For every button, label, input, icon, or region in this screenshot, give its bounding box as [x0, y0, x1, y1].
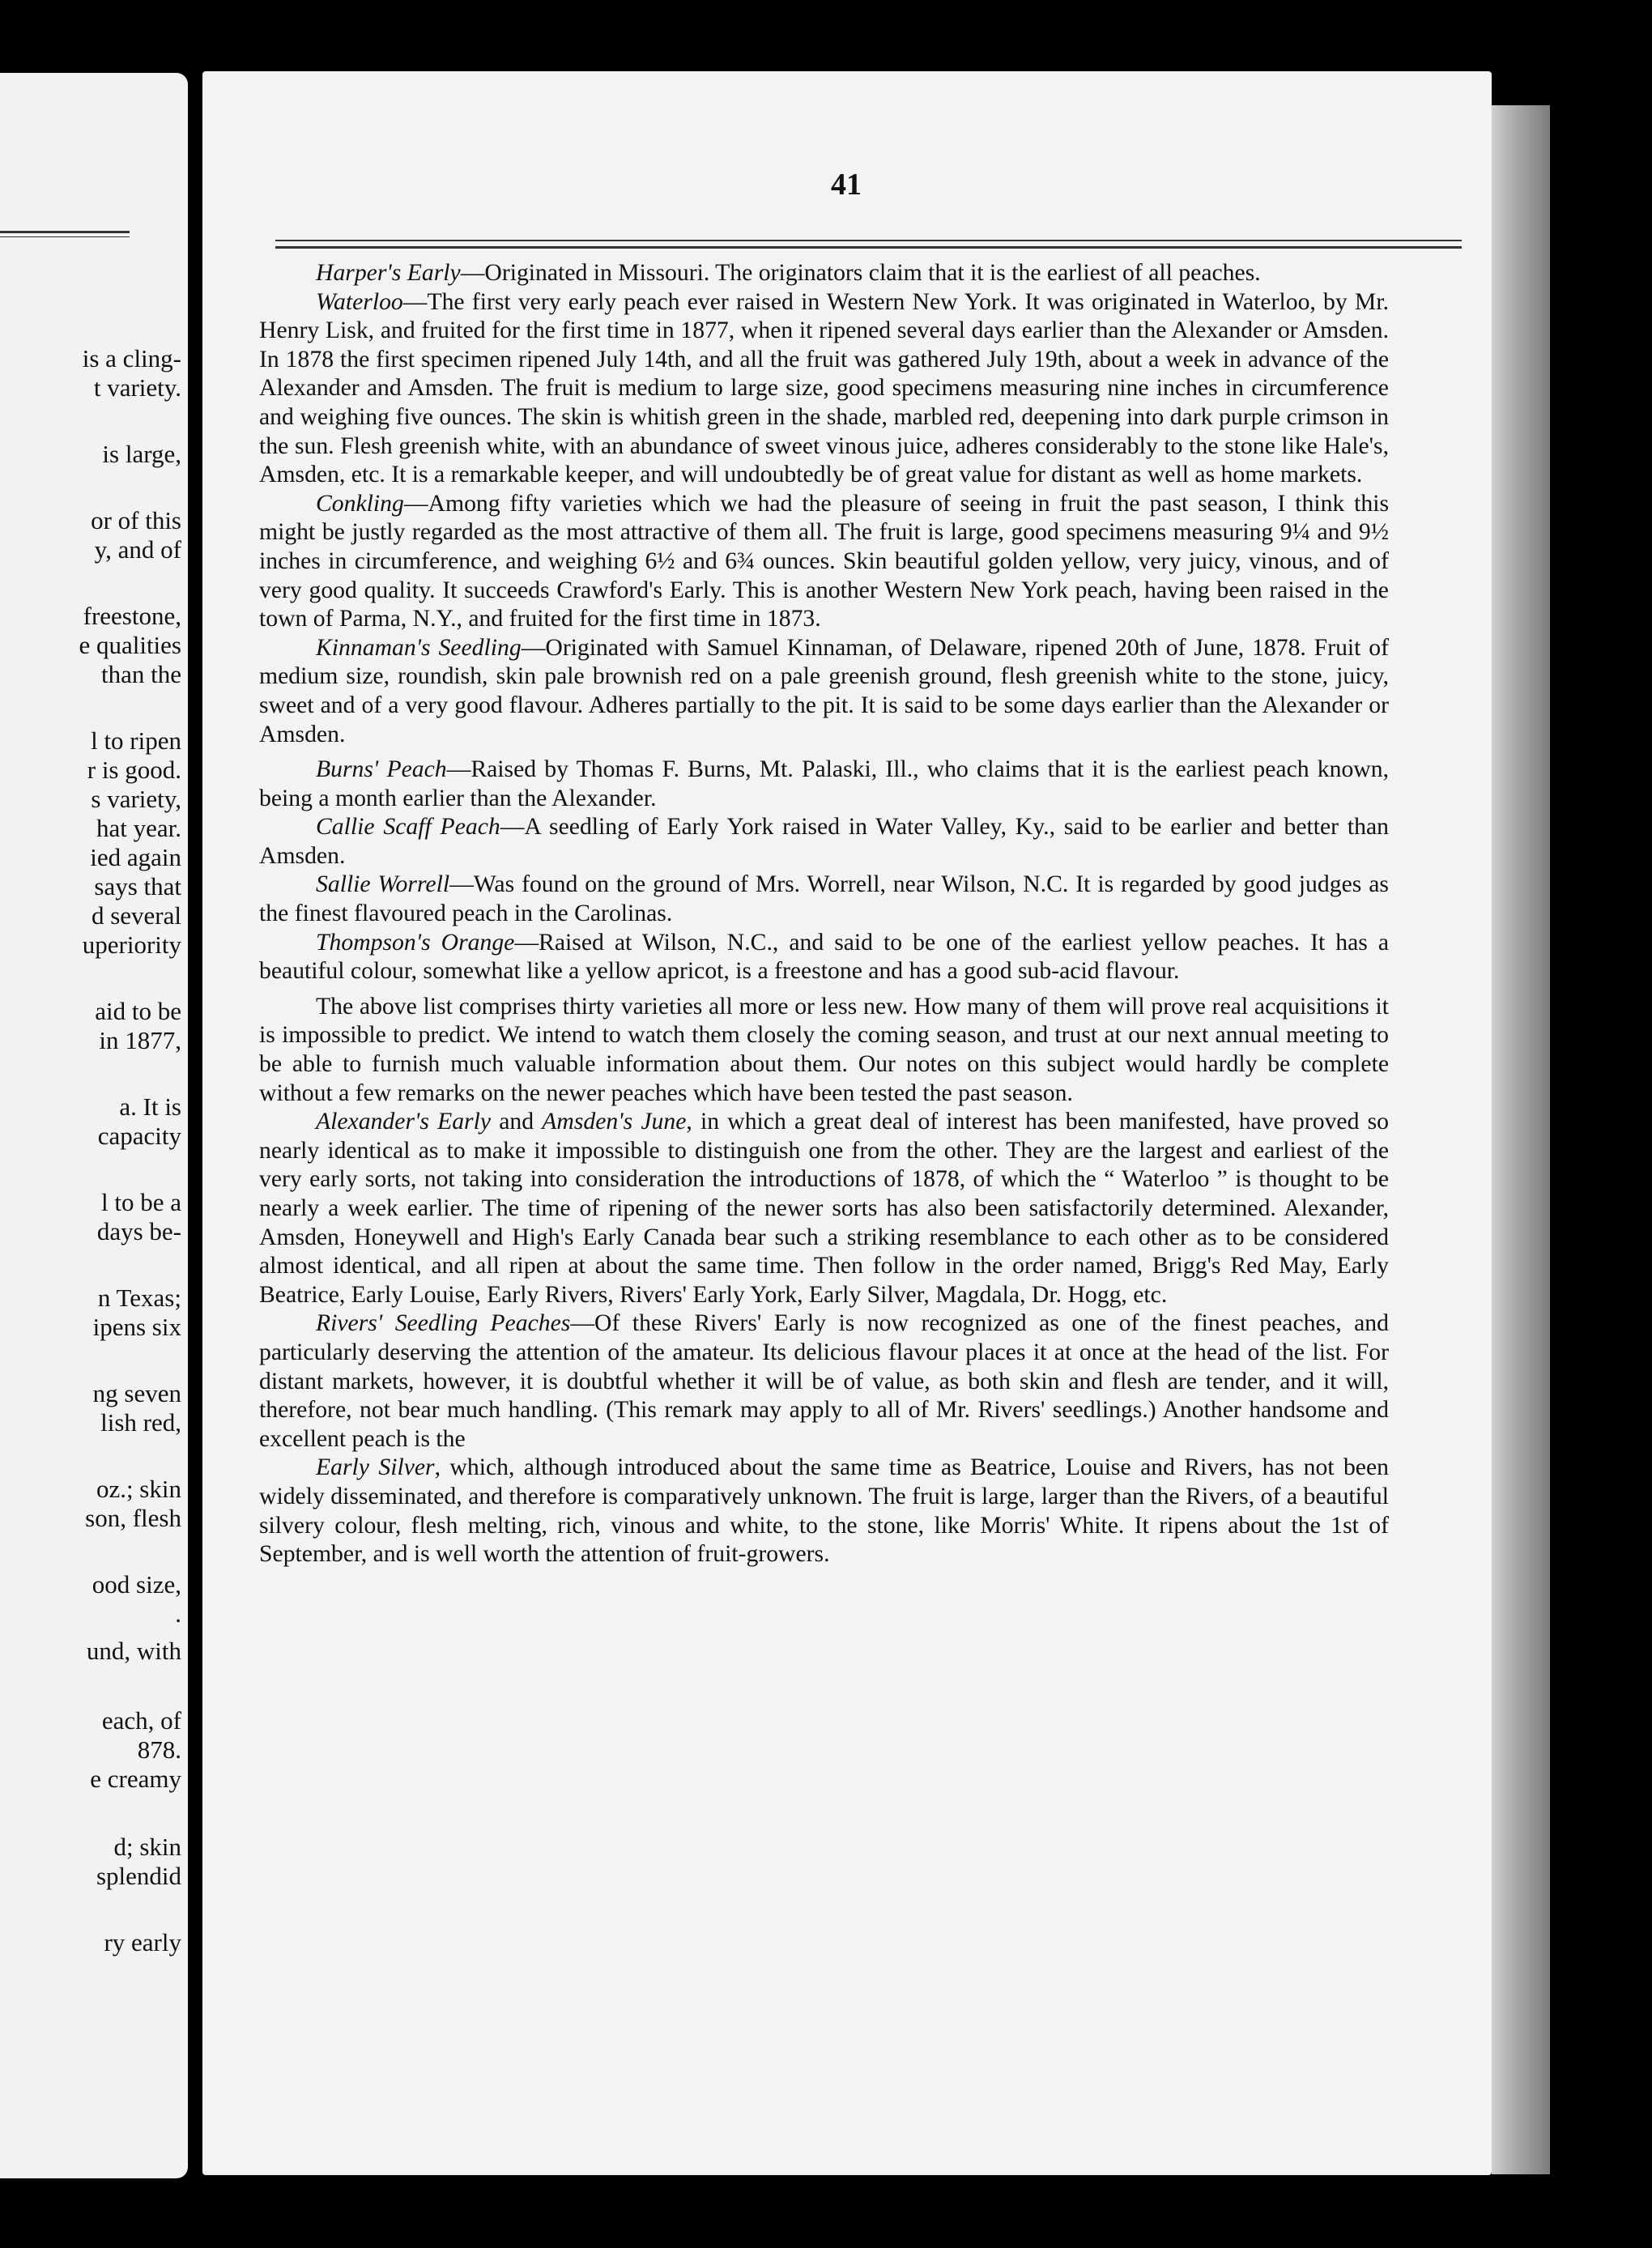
paragraph: [259, 259, 1389, 288]
paragraph-connector: and: [491, 1109, 543, 1135]
paragraph: [259, 288, 1389, 490]
left-page-line: freestone,: [83, 602, 181, 630]
left-page-line: y, and of: [94, 535, 181, 564]
left-page-line: e creamy: [90, 1765, 181, 1793]
header-rule: [275, 240, 1462, 249]
book-page: [202, 71, 1492, 2175]
left-page-line: ipens six: [92, 1313, 181, 1341]
variety-heading: Waterloo: [316, 288, 403, 315]
variety-heading: Sallie Worrell: [316, 871, 450, 898]
variety-heading: Thompson's Orange: [316, 929, 515, 956]
left-page-line: t variety.: [93, 373, 181, 402]
paragraph: [259, 1309, 1389, 1454]
left-page-line: is large,: [102, 440, 181, 468]
left-page-line: aid to be: [95, 997, 181, 1025]
left-page-line: each, of: [101, 1706, 181, 1735]
paragraph-text: —Originated in Missouri. The originators claim that it is the earliest of all peaches.: [460, 260, 1261, 286]
paragraph-text: , in which a great deal of interest has been manifested, have proved so nearly identical as to make it impossible to distinguish one from the other. They are the largest and earliest of the very early sorts, not taking into consideration the introductions of 1878, of which the “ Waterloo ” is thought to be nearly a week earlier. The time of ripening of the newer sorts has also been satisfactorily determined. Alexander, Amsden, Honeywell and High's Early Canada bear such a striking resemblance to each other as to be considered almost identical, and all ripen at about the same time. Then follow in the order named, Brigg's Red May, Early Beatrice, Early Louise, Early Rivers, Rivers' Early York, Early Silver, Magdala, Dr. Hogg, etc.: [259, 1109, 1390, 1308]
left-page-line: hat year.: [96, 814, 181, 842]
left-page-line: l to ripen: [91, 726, 181, 755]
paragraph-text: The above list comprises thirty varieties all more or less new. How many of them will prove real acquisitions it is impossible to predict. We intend to watch them closely the coming season, and trust at our next annual meeting to be able to furnish much valuable information about them. Our notes on this subject would hardly be complete without a few remarks on the newer peaches which have been tested the past season.: [259, 993, 1389, 1106]
paragraph-text: —The first very early peach ever raised in Western New York. It was originated in Waterloo, by Mr. Henry Lisk, and fruited for the first time in 1877, when it ripened several days earlier than the Alexander or Amsden. In 1878 the first specimen ripened July 14th, and all the fruit was gathered July 19th, about a week in advance of the Alexander and Amsden. The fruit is medium to large size, good specimens measuring nine inches in circumference and weighing five ounces. The skin is whitish green in the shade, marbled red, deepening into dark purple crimson in the sun. Flesh greenish white, with an abundance of sweet vinous juice, adheres considerably to the stone like Hale's, Amsden, etc. It is a remarkable keeper, and will undoubtedly be of great value for distant as well as home markets.: [259, 288, 1389, 488]
page-body: [259, 259, 1389, 1569]
variety-heading: Early Silver: [316, 1454, 435, 1481]
left-page-line: n Texas;: [97, 1284, 181, 1312]
paragraph-text: —Raised at Wilson, N.C., and said to be one of the earliest yellow peaches. It has a beautiful colour, somewhat like a yellow apricot, is a freestone and has a good sub-acid flavour.: [259, 929, 1389, 985]
left-page-line: says that: [94, 872, 181, 900]
left-page-line: d; skin: [113, 1833, 181, 1861]
paragraph-text: —Of these Rivers' Early is now recognized as one of the finest peaches, and particularly deserving the attention of the amateur. Its delicious flavour places it at once at the head of the list. For distant markets, however, it is doubtful whether it will be of value, as both skin and flesh are tender, and it will, therefore, not bear much handling. (This remark may apply to all of Mr. Rivers' seedlings.) Another handsome and excellent peach is the: [259, 1310, 1389, 1452]
left-page-line: 878.: [137, 1735, 181, 1764]
left-page-line: ood size,: [92, 1570, 181, 1599]
paragraph-text: —Was found on the ground of Mrs. Worrell, near Wilson, N.C. It is regarded by good judges as the finest flavoured peach in the Carolinas.: [259, 871, 1389, 927]
left-page-line: r is good.: [87, 756, 181, 784]
variety-heading: Rivers' Seedling Peaches: [316, 1310, 571, 1337]
variety-heading: Alexander's Early: [316, 1109, 492, 1135]
left-page-line: splendid: [96, 1862, 181, 1890]
left-page-line: days be-: [96, 1217, 181, 1245]
variety-heading: Kinnaman's Seedling: [316, 634, 522, 661]
left-page-line: und, with: [86, 1637, 181, 1665]
paragraph: [259, 634, 1389, 749]
left-page-header-rule: [0, 231, 130, 237]
variety-heading: Conkling: [316, 490, 404, 517]
paragraph-text: , which, although introduced about the same time as Beatrice, Louise and Rivers, has not been widely disseminated, and therefore is comparatively unknown. The fruit is large, larger than the Rivers, of a beautiful silvery colour, flesh melting, rich, vinous and white, to the stone, like Morris' White. It ripens about the 1st of September, and is well worth the attention of fruit-growers.: [259, 1454, 1390, 1568]
paragraph: [259, 490, 1389, 634]
left-page-line: is a cling-: [82, 344, 181, 373]
paragraph: [259, 929, 1389, 986]
left-page-line: ied again: [90, 843, 181, 871]
left-page-line: ng seven: [92, 1379, 181, 1407]
left-facing-page: [0, 73, 188, 2178]
paragraph: [259, 813, 1389, 871]
left-page-line: uperiority: [82, 930, 181, 959]
left-page-line: a. It is: [119, 1092, 181, 1121]
left-page-line: or of this: [91, 506, 181, 534]
left-page-line: oz.; skin: [96, 1475, 181, 1503]
paragraph: [259, 756, 1389, 813]
paragraph-text: —Raised by Thomas F. Burns, Mt. Palaski, Ill., who claims that it is the earliest peach known, being a month earlier than the Alexander.: [259, 756, 1390, 811]
variety-heading: Burns' Peach: [316, 756, 447, 783]
paragraph: [259, 1108, 1389, 1309]
left-page-line: capacity: [97, 1122, 181, 1150]
left-page-line: l to be a: [101, 1188, 181, 1216]
left-page-line: son, flesh: [85, 1504, 181, 1532]
left-page-line: .: [175, 1599, 181, 1628]
left-page-line: e qualities: [79, 631, 181, 659]
book-page-edge: [1492, 105, 1550, 2174]
left-page-line: in 1877,: [99, 1026, 181, 1054]
left-page-line: ry early: [104, 1928, 181, 1956]
paragraph-text: —A seedling of Early York raised in Water Valley, Ky., said to be earlier and better than Amsden.: [259, 814, 1389, 869]
paragraph: [259, 993, 1389, 1108]
variety-heading: Amsden's June: [542, 1109, 687, 1135]
paragraph-text: —Originated with Samuel Kinnaman, of Delaware, ripened 20th of June, 1878. Fruit of medium size, roundish, skin pale brownish red on a pale greenish ground, flesh greenish white to the stone, juicy, sweet and of a very good flavour. Adheres partially to the pit. It is said to be some days earlier than the Alexander or Amsden.: [259, 634, 1390, 747]
left-page-line: than the: [101, 660, 181, 688]
paragraph: [259, 1454, 1389, 1569]
page-number: 41: [831, 168, 862, 202]
variety-heading: Harper's Early: [316, 260, 461, 286]
paragraph: [259, 871, 1389, 928]
left-page-line: lish red,: [100, 1408, 181, 1437]
left-page-line: s variety,: [91, 785, 181, 813]
variety-heading: Callie Scaff Peach: [316, 814, 500, 841]
left-page-line: d several: [91, 901, 181, 930]
paragraph-text: —Among fifty varieties which we had the pleasure of seeing in fruit the past season, I think this might be justly regarded as the most attractive of them all. The fruit is large, good specimens measuring 9¼ and 9½ inches in circumference, and weighing 6½ and 6¾ ounces. Skin beautiful golden yellow, very juicy, vinous, and of very good quality. It succeeds Crawford's Early. This is another Western New York peach, having been raised in the town of Parma, N.Y., and fruited for the first time in 1873.: [259, 490, 1389, 632]
